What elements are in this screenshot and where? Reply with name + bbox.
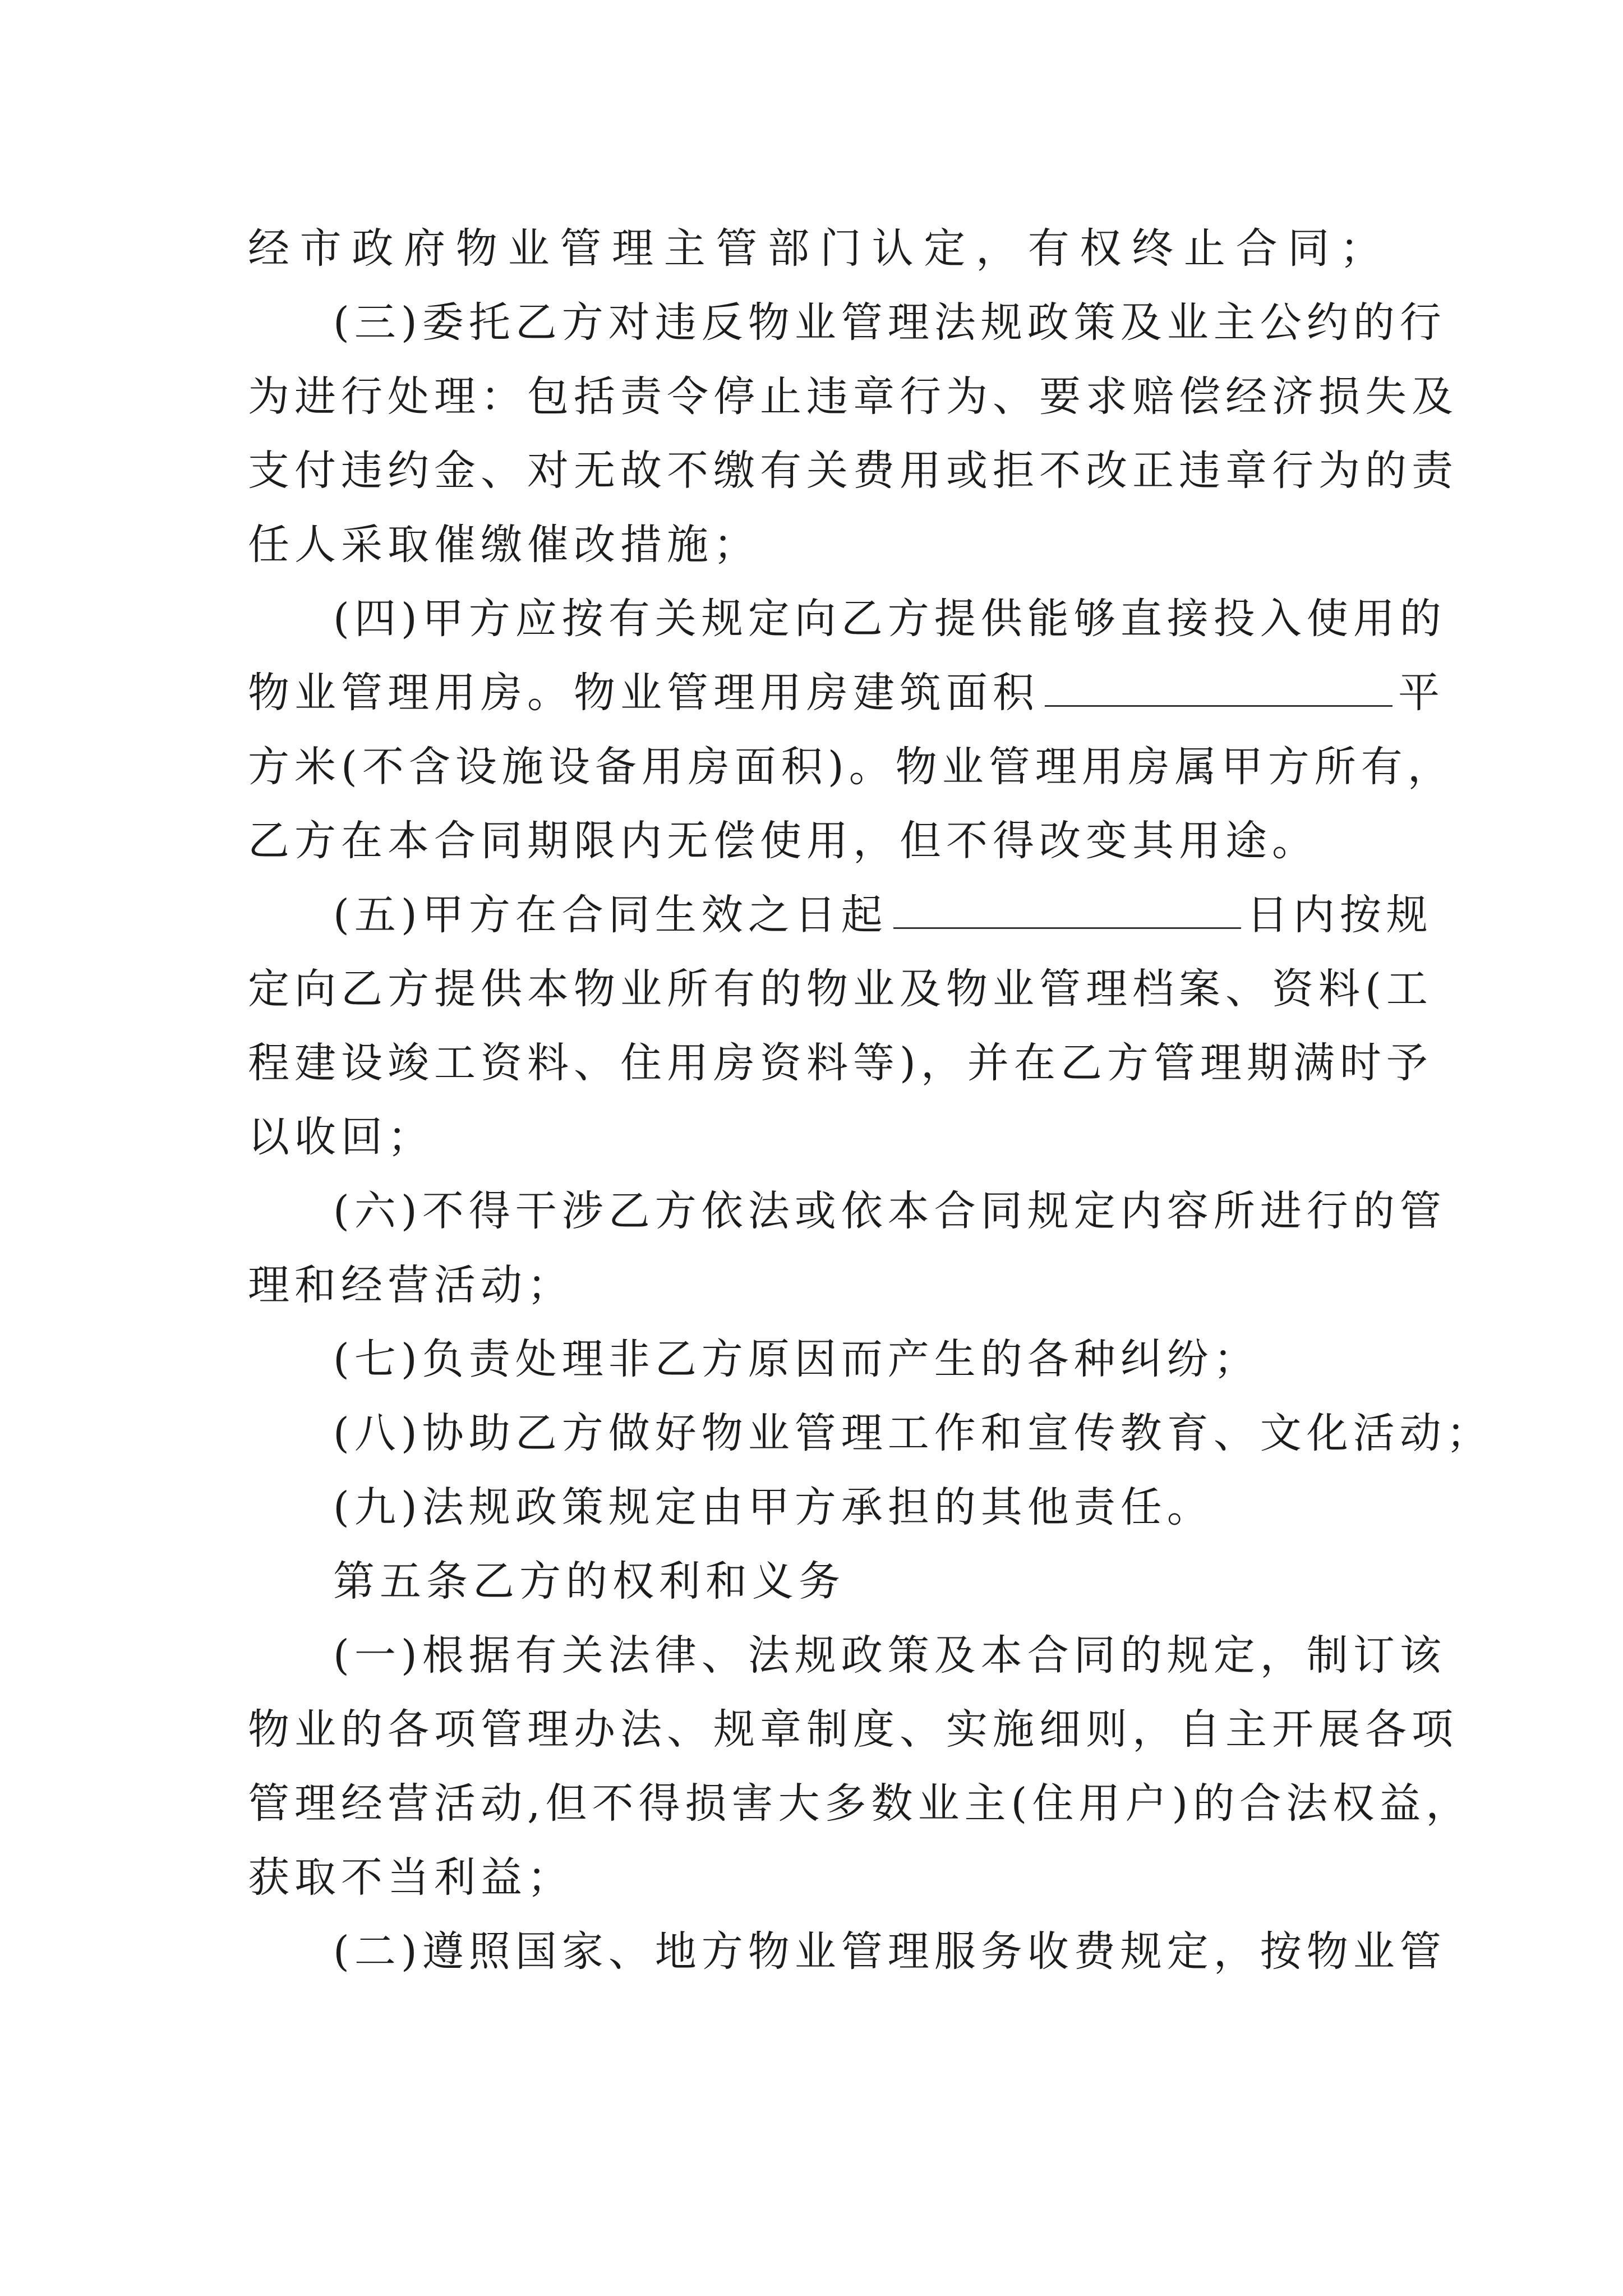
text-line: (八)协助乙方做好物业管理工作和宣传教育、文化活动； [333, 1409, 1493, 1457]
fill-in-blank-days [893, 894, 1241, 929]
text-segment: 平 [1398, 669, 1445, 717]
section-heading: 第五条乙方的权利和义务 [333, 1557, 845, 1605]
text-line: 方米(不含设施设备用房面积)。物业管理用房属甲方所有， [248, 743, 1454, 791]
text-line: 物业的各项管理办法、规章制度、实施细则，自主开展各项 [248, 1705, 1458, 1754]
text-line: 支付违约金、对无故不缴有关费用或拒不改正违章行为的责 [248, 447, 1458, 495]
text-line: (二)遵照国家、地方物业管理服务收费规定，按物业管 [333, 1927, 1446, 1976]
text-segment: 物业管理用房。物业管理用房建筑面积 [248, 669, 1039, 717]
text-line-with-blank [333, 876, 1433, 954]
text-line: 任人采取催缴催改措施； [248, 521, 760, 569]
text-segment: 日内按规 [1246, 891, 1433, 939]
text-line-with-blank [248, 654, 1445, 732]
text-line: (四)甲方应按有关规定向乙方提供能够直接投入使用的 [333, 595, 1446, 643]
text-line: 理和经营活动； [248, 1261, 574, 1309]
text-line: (七)负责处理非乙方原因而产生的各种纠纷； [333, 1335, 1260, 1383]
text-line: (九)法规政策规定由甲方承担的其他责任。 [333, 1483, 1214, 1531]
text-line: 获取不当利益； [248, 1853, 574, 1902]
fill-in-blank-area [1045, 671, 1393, 707]
text-segment: (五)甲方在合同生效之日起 [333, 891, 888, 939]
text-line: (三)委托乙方对违反物业管理法规政策及业主公约的行 [333, 298, 1446, 347]
text-line: 程建设竣工资料、住用房资料等)，并在乙方管理期满时予 [248, 1039, 1433, 1087]
text-line: (一)根据有关法律、法规政策及本合同的规定，制订该 [333, 1631, 1446, 1680]
text-line: (六)不得干涉乙方依法或依本合同规定内容所进行的管 [333, 1187, 1446, 1235]
text-line: 管理经营活动,但不得损害大多数业主(住用户)的合法权益， [248, 1779, 1473, 1828]
text-line: 定向乙方提供本物业所有的物业及物业管理档案、资料(工 [248, 965, 1433, 1013]
text-line: 乙方在本合同期限内无偿使用，但不得改变其用途。 [248, 817, 1318, 865]
text-line: 经市政府物业管理主管部门认定，有权终止合同； [248, 224, 1386, 273]
text-line: 以收回； [248, 1113, 434, 1161]
text-line: 为进行处理：包括责令停止违章行为、要求赔偿经济损失及 [248, 372, 1458, 421]
